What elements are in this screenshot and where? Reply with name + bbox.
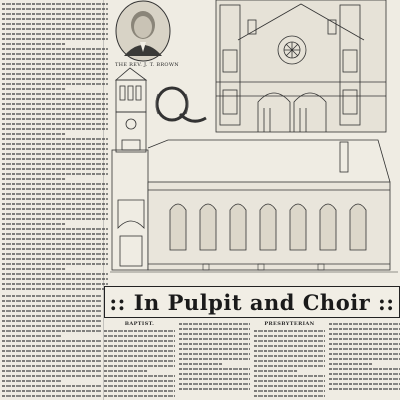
text-line xyxy=(2,263,108,265)
text-line xyxy=(2,325,102,327)
text-line xyxy=(2,43,66,45)
text-line xyxy=(2,138,108,140)
text-line xyxy=(2,193,108,195)
text-line xyxy=(2,83,108,85)
text-line xyxy=(2,365,102,367)
text-line xyxy=(2,273,108,275)
text-line xyxy=(329,383,400,385)
text-line xyxy=(2,355,102,357)
portrait-caption: THE REV. J. T. BROWN xyxy=(115,62,179,68)
text-line xyxy=(2,173,108,175)
text-line xyxy=(2,233,108,235)
text-line xyxy=(179,333,250,335)
text-line xyxy=(2,178,66,180)
text-line xyxy=(2,315,102,317)
text-line xyxy=(179,363,222,365)
church-window xyxy=(320,204,336,250)
text-line xyxy=(2,53,108,55)
text-line xyxy=(329,388,400,390)
text-line xyxy=(104,355,175,357)
wreath-ornament xyxy=(150,82,208,126)
text-line xyxy=(2,28,108,30)
text-line xyxy=(2,8,108,10)
notice-column xyxy=(329,320,400,400)
text-line xyxy=(104,395,175,397)
text-line xyxy=(2,345,102,347)
text-line xyxy=(2,218,108,220)
column-text xyxy=(179,323,250,390)
notice-column xyxy=(104,320,175,400)
text-line xyxy=(104,375,175,377)
church-window xyxy=(170,204,186,250)
text-line xyxy=(329,353,400,355)
text-line xyxy=(2,213,108,215)
text-line xyxy=(254,350,325,352)
text-line xyxy=(329,378,400,380)
text-line xyxy=(329,348,400,350)
text-line xyxy=(2,295,102,297)
text-line xyxy=(2,390,102,392)
text-line xyxy=(2,228,108,230)
text-line xyxy=(179,358,250,360)
text-line xyxy=(2,243,108,245)
text-line xyxy=(2,278,108,280)
text-line xyxy=(179,348,250,350)
text-line xyxy=(2,108,108,110)
text-line xyxy=(2,330,102,332)
text-line xyxy=(2,128,108,130)
notices-columns xyxy=(104,320,400,400)
text-line xyxy=(104,340,175,342)
text-line xyxy=(329,368,400,370)
text-line xyxy=(104,335,175,337)
text-line xyxy=(329,333,400,335)
notice-column xyxy=(254,320,325,400)
church-window xyxy=(230,204,246,250)
banner-title: :: In Pulpit and Choir :: xyxy=(109,289,395,315)
text-line xyxy=(2,18,108,20)
text-line xyxy=(2,253,108,255)
text-line xyxy=(329,363,372,365)
text-line xyxy=(2,198,108,200)
text-line xyxy=(2,320,102,322)
text-line xyxy=(254,385,325,387)
text-line xyxy=(179,323,250,325)
text-line xyxy=(104,380,175,382)
text-line xyxy=(2,103,108,105)
column-text xyxy=(329,323,400,390)
column-text xyxy=(104,330,175,397)
text-line xyxy=(254,355,325,357)
text-line xyxy=(179,373,250,375)
text-line xyxy=(2,375,102,377)
text-line xyxy=(2,248,108,250)
text-line xyxy=(329,373,400,375)
text-line xyxy=(104,365,175,367)
text-line xyxy=(329,328,400,330)
column-heading: PRESBYTERIAN xyxy=(264,321,315,327)
text-line xyxy=(2,153,108,155)
text-line xyxy=(2,360,102,362)
text-line xyxy=(2,310,102,312)
text-line xyxy=(104,350,175,352)
text-line xyxy=(179,338,250,340)
text-line xyxy=(2,123,108,125)
text-line xyxy=(2,78,108,80)
text-line xyxy=(2,335,62,337)
text-line xyxy=(179,353,250,355)
text-line xyxy=(2,385,102,387)
text-line xyxy=(179,378,250,380)
text-line xyxy=(254,380,325,382)
church-window xyxy=(200,204,216,250)
church-window xyxy=(290,204,306,250)
text-line xyxy=(2,163,108,165)
text-line xyxy=(2,380,62,382)
text-line xyxy=(2,158,108,160)
text-line xyxy=(2,33,108,35)
text-line xyxy=(2,143,108,145)
text-line xyxy=(2,370,102,372)
text-line xyxy=(2,203,108,205)
text-line xyxy=(2,38,108,40)
text-line xyxy=(2,98,108,100)
text-line xyxy=(254,370,297,372)
text-line xyxy=(179,328,250,330)
text-line xyxy=(2,48,108,50)
text-line xyxy=(179,388,250,390)
text-line xyxy=(179,368,250,370)
text-line xyxy=(254,335,325,337)
text-line xyxy=(2,23,108,25)
text-line xyxy=(2,183,108,185)
text-line xyxy=(2,223,66,225)
text-line xyxy=(329,338,400,340)
text-line xyxy=(2,288,108,290)
text-line xyxy=(2,258,108,260)
church-window xyxy=(260,204,276,250)
text-line xyxy=(104,345,175,347)
text-line xyxy=(2,113,108,115)
text-line xyxy=(2,133,66,135)
text-line xyxy=(254,360,325,362)
text-line xyxy=(2,188,108,190)
text-line xyxy=(2,88,66,90)
text-line xyxy=(254,340,325,342)
portrait-image xyxy=(114,0,172,62)
text-line xyxy=(104,390,175,392)
text-line xyxy=(254,345,325,347)
text-line xyxy=(254,390,325,392)
text-line xyxy=(329,343,400,345)
column-text xyxy=(254,330,325,397)
text-line xyxy=(2,148,108,150)
text-line xyxy=(254,395,325,397)
article-column-lower-left xyxy=(2,292,102,400)
text-line xyxy=(2,268,66,270)
text-line xyxy=(2,305,102,307)
text-line xyxy=(2,168,108,170)
text-line xyxy=(2,93,108,95)
text-line xyxy=(2,395,102,397)
article-column-left xyxy=(2,0,108,290)
notice-column xyxy=(179,320,250,400)
text-line xyxy=(2,350,102,352)
text-line xyxy=(254,330,325,332)
text-line xyxy=(104,370,147,372)
column-heading: BAPTIST. xyxy=(124,321,155,327)
text-line xyxy=(2,63,108,65)
section-banner xyxy=(104,286,400,318)
text-line xyxy=(104,360,175,362)
text-line xyxy=(2,238,108,240)
text-line xyxy=(2,73,108,75)
text-line xyxy=(179,343,250,345)
text-line xyxy=(2,68,108,70)
text-line xyxy=(2,283,108,285)
text-line xyxy=(254,375,325,377)
text-line xyxy=(2,118,108,120)
text-line xyxy=(2,208,108,210)
text-line xyxy=(329,358,400,360)
text-line xyxy=(2,13,108,15)
text-line xyxy=(254,365,325,367)
text-line xyxy=(2,300,102,302)
text-line xyxy=(2,3,108,5)
text-line xyxy=(179,383,250,385)
church-window xyxy=(350,204,366,250)
text-line xyxy=(2,58,108,60)
text-line xyxy=(104,330,175,332)
text-line xyxy=(329,323,400,325)
text-line xyxy=(2,340,102,342)
text-line xyxy=(104,385,175,387)
